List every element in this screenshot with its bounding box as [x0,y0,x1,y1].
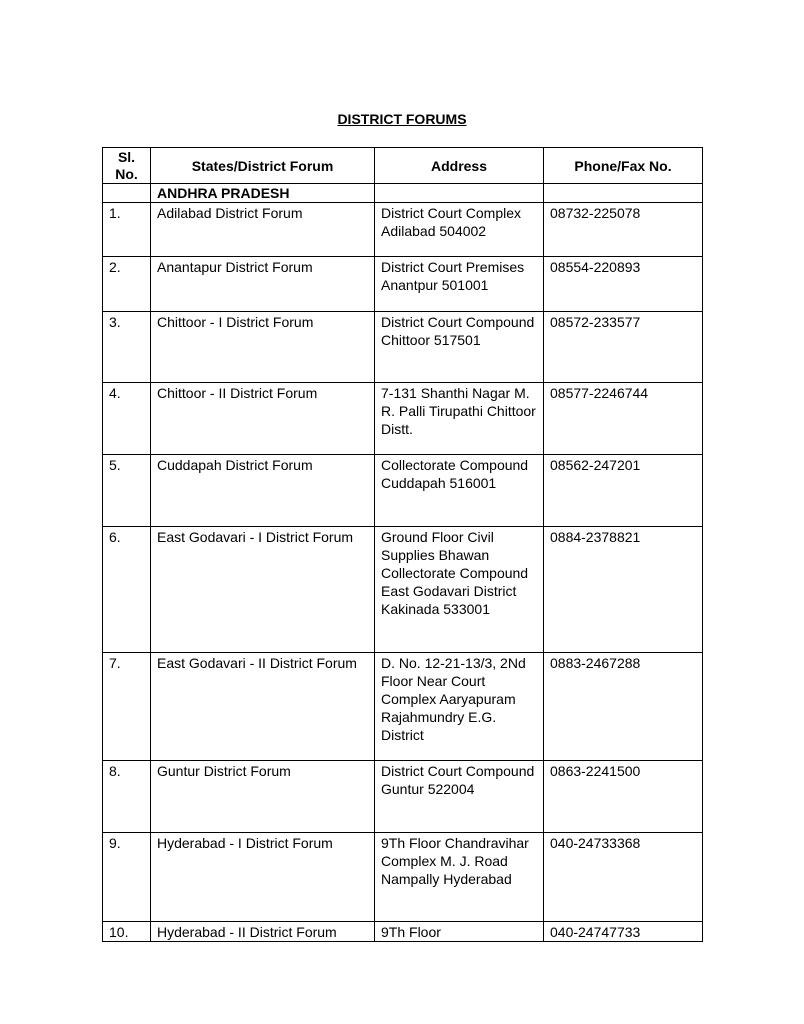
forum-cell: Cuddapah District Forum [151,455,375,527]
table-row [103,203,703,257]
state-sl-cell [103,184,151,203]
forum-cell: Hyderabad - I District Forum [151,833,375,922]
phone-cell: 08577-2246744 [544,383,703,455]
state-address-cell [375,184,544,203]
address-cell: Ground Floor Civil Supplies Bhawan Collectorate Compound East Godavari District Kakinada 533001 [375,527,544,653]
phone-cell: 040-24747733 [544,922,703,942]
table-row [103,383,703,455]
forum-cell: Anantapur District Forum [151,257,375,312]
table-row [103,761,703,833]
forum-cell: Adilabad District Forum [151,203,375,257]
header-phone: Phone/Fax No. [544,148,703,184]
header-forum: States/District Forum [151,148,375,184]
sl-no-cell: 3. [103,312,151,383]
address-cell: District Court Complex Adilabad 504002 [375,203,544,257]
sl-no-cell: 6. [103,527,151,653]
table-row [103,312,703,383]
address-cell: D. No. 12-21-13/3, 2Nd Floor Near Court Complex Aaryapuram Rajahmundry E.G. District [375,653,544,761]
address-cell: 7-131 Shanthi Nagar M. R. Palli Tirupathi Chittoor Distt. [375,383,544,455]
table-row [103,653,703,761]
phone-cell: 040-24733368 [544,833,703,922]
phone-cell: 08732-225078 [544,203,703,257]
header-address: Address [375,148,544,184]
phone-cell: 0883-2467288 [544,653,703,761]
forum-cell: Chittoor - II District Forum [151,383,375,455]
phone-cell: 08554-220893 [544,257,703,312]
forum-cell: Guntur District Forum [151,761,375,833]
header-sl-no: Sl. No. [103,148,151,184]
state-name: ANDHRA PRADESH [151,184,375,203]
address-cell: 9Th Floor Chandravihar Complex M. J. Road Nampally Hyderabad [375,833,544,922]
forum-cell: Hyderabad - II District Forum [151,922,375,942]
phone-cell: 08562-247201 [544,455,703,527]
forum-cell: East Godavari - I District Forum [151,527,375,653]
forum-cell: East Godavari - II District Forum [151,653,375,761]
phone-cell: 08572-233577 [544,312,703,383]
sl-no-cell: 1. [103,203,151,257]
address-cell: 9Th Floor [375,922,544,942]
state-phone-cell [544,184,703,203]
address-cell: District Court Compound Guntur 522004 [375,761,544,833]
sl-no-cell: 7. [103,653,151,761]
table-row [103,455,703,527]
forum-cell: Chittoor - I District Forum [151,312,375,383]
page-title: DISTRICT FORUMS [337,111,467,127]
sl-no-cell: 4. [103,383,151,455]
district-forums-table [102,147,703,942]
table-row [103,257,703,312]
sl-no-cell: 8. [103,761,151,833]
table-header-row [103,148,703,184]
table-row [103,922,703,942]
phone-cell: 0884-2378821 [544,527,703,653]
table-row [103,833,703,922]
state-row [103,184,703,203]
sl-no-cell: 9. [103,833,151,922]
address-cell: District Court Premises Anantpur 501001 [375,257,544,312]
address-cell: Collectorate Compound Cuddapah 516001 [375,455,544,527]
phone-cell: 0863-2241500 [544,761,703,833]
sl-no-cell: 5. [103,455,151,527]
sl-no-cell: 2. [103,257,151,312]
sl-no-cell: 10. [103,922,151,942]
table-row [103,527,703,653]
address-cell: District Court Compound Chittoor 517501 [375,312,544,383]
